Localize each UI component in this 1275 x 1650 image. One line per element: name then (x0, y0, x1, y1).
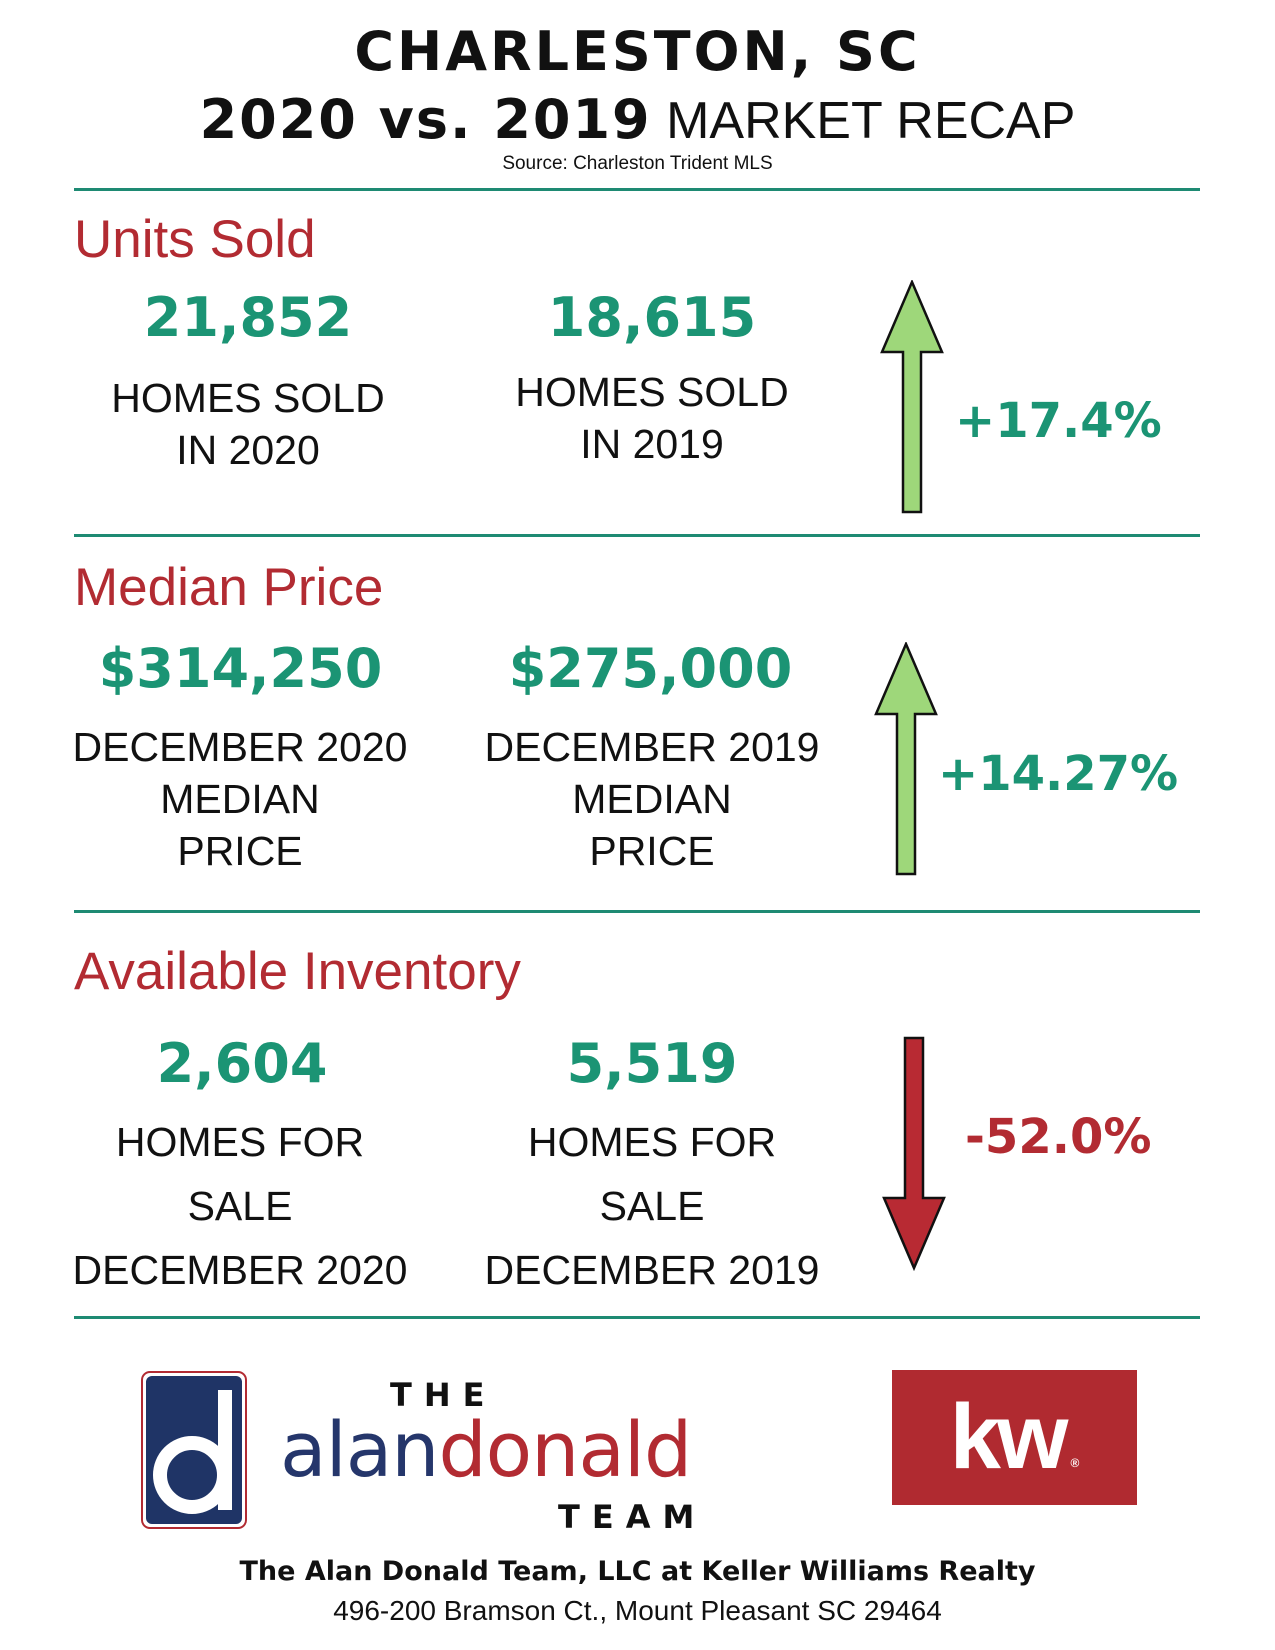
units-sold-2019-value: 18,615 (547, 286, 757, 349)
arrow-down-icon (882, 1036, 946, 1271)
divider (74, 534, 1200, 537)
inventory-2020-value: 2,604 (156, 1032, 328, 1095)
brand-name (280, 1405, 691, 1495)
brand-the: THE (390, 1376, 497, 1414)
inventory-title: Available Inventory (74, 942, 521, 1001)
median-price-title: Median Price (74, 558, 384, 617)
inventory-2019-label: HOMES FOR SALE DECEMBER 2019 (484, 1119, 820, 1293)
units-sold-2020-value: 21,852 (143, 286, 353, 349)
units-sold-2019-label: HOMES SOLD IN 2019 (515, 369, 789, 467)
alan-donald-logo-icon (140, 1370, 248, 1530)
divider (74, 188, 1200, 191)
divider (74, 910, 1200, 913)
subtitle-recap: MARKET RECAP (651, 92, 1076, 150)
brand-alan: alan (280, 1405, 439, 1494)
registered-icon: ® (1070, 1455, 1080, 1470)
median-price-2020-label: DECEMBER 2020 MEDIAN PRICE (72, 724, 408, 874)
inventory-2020-label: HOMES FOR SALE DECEMBER 2020 (72, 1119, 408, 1293)
arrow-up-icon (874, 642, 938, 877)
median-price-change: +14.27% (938, 746, 1179, 802)
units-sold-title: Units Sold (74, 210, 316, 269)
inventory-2019-value: 5,519 (566, 1032, 738, 1095)
company-name: The Alan Donald Team, LLC at Keller Williams Realty (239, 1556, 1036, 1587)
divider (74, 1316, 1200, 1319)
median-price-2020-value: $314,250 (98, 637, 383, 700)
page-title: CHARLESTON, SC (354, 20, 921, 83)
units-sold-2020-label: HOMES SOLD IN 2020 (111, 375, 385, 473)
company-address: 496-200 Bramson Ct., Mount Pleasant SC 29464 (333, 1595, 942, 1626)
median-price-2019-value: $275,000 (508, 637, 793, 700)
brand-team: TEAM (558, 1498, 707, 1536)
source-note: Source: Charleston Trident MLS (502, 153, 773, 174)
units-sold-change: +17.4% (955, 393, 1162, 449)
brand-donald: donald (438, 1405, 692, 1494)
median-price-2019-label: DECEMBER 2019 MEDIAN PRICE (484, 724, 820, 874)
arrow-up-icon (880, 280, 944, 515)
kw-logo: kw ® (892, 1370, 1137, 1505)
subtitle-years: 2020 vs. 2019 (199, 88, 652, 151)
inventory-change: -52.0% (965, 1109, 1152, 1165)
